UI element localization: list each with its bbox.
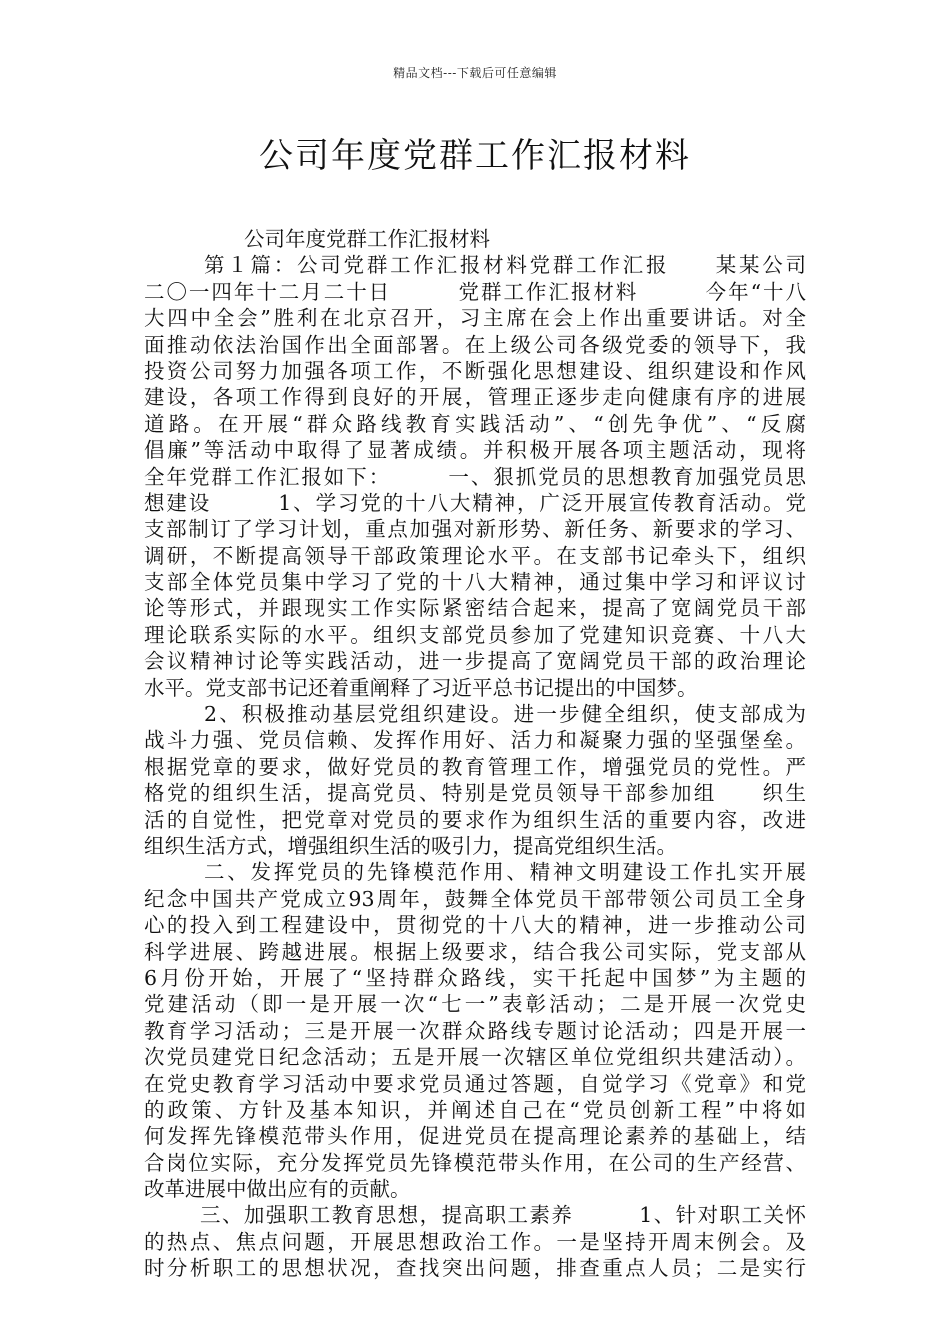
text-line: 组织生活方式，增强组织生活的吸引力，提高党组织生活。 xyxy=(144,833,677,858)
text-line: 投资公司努力加强各项工作，不断强化思想建设、组织建设和作风 xyxy=(144,358,806,383)
text-line: 的政策、方针及基本知识，并阐述自己在“党员创新工程”中将如 xyxy=(144,1097,806,1122)
text-line: 全年党群工作汇报如下： 一、狠抓党员的思想教育加强党员思 xyxy=(144,464,806,489)
text-line: 支部全体党员集中学习了党的十八大精神，通过集中学习和评议讨 xyxy=(144,570,806,595)
text-line: 二〇一四年十二月二十日 党群工作汇报材料 今年“十八 xyxy=(144,279,806,304)
text-line: 战斗力强、党员信赖、发挥作用好、活力和凝聚力强的坚强堡垒。 xyxy=(144,728,806,753)
text-line: 根据党章的要求，做好党员的教育管理工作，增强党员的党性。严 xyxy=(144,754,806,779)
section-heading-line: 二、发挥党员的先锋模范作用、精神文明建设工作扎实开展 xyxy=(204,860,806,885)
text-line: 建设，各项工作得到良好的开展，管理正逐步走向健康有序的进展 xyxy=(144,385,806,410)
text-line: 支部制订了学习计划，重点加强对新形势、新任务、新要求的学习、 xyxy=(144,517,806,542)
text-line: 党建活动（即一是开展一次“七一”表彰活动；二是开展一次党史 xyxy=(144,992,806,1017)
text-line: 会议精神讨论等实践活动，进一步提高了宽阔党员干部的政治理论 xyxy=(144,649,806,674)
section-heading-line: 三、加强职工教育思想，提高职工素养 1、针对职工关怀 xyxy=(200,1203,806,1228)
text-line: 格党的组织生活，提高党员、特别是党员领导干部参加组 织生 xyxy=(144,781,806,806)
text-line: 的热点、焦点问题，开展思想政治工作。一是坚持开周末例会。及 xyxy=(144,1229,806,1254)
text-line: 倡廉”等活动中取得了显著成绩。并积极开展各项主题活动，现将 xyxy=(144,438,806,463)
text-line: 第１篇：公司党群工作汇报材料党群工作汇报 某某公司 xyxy=(204,253,806,278)
text-line: 调研，不断提高领导干部政策理论水平。在支部书记牵头下，组织 xyxy=(144,543,806,568)
text-line: 纪念中国共产党成立93周年，鼓舞全体党员干部带领公司员工全身 xyxy=(144,886,806,911)
text-line: 道路。在开展“群众路线教育实践活动”、“创先争优”、“反腐 xyxy=(144,411,806,436)
text-line: 理论联系实际的水平。组织支部党员参加了党建知识竞赛、十八大 xyxy=(144,622,806,647)
document-body xyxy=(144,226,806,1282)
text-line: 面推动依法治国作出全面部署。在上级公司各级党委的领导下，我 xyxy=(144,332,806,357)
text-line: 水平。党支部书记还着重阐释了习近平总书记提出的中国梦。 xyxy=(144,675,698,700)
header-note: 精品文档---下载后可任意编辑 xyxy=(393,66,557,80)
text-line: 想建设 1、学习党的十八大精神，广泛开展宣传教育活动。党 xyxy=(144,490,806,515)
text-line: 时分析职工的思想状况，查找突出问题，排查重点人员；二是实行 xyxy=(144,1256,806,1281)
text-line: 论等形式，并跟现实工作实际紧密结合起来，提高了宽阔党员干部 xyxy=(144,596,806,621)
text-line: 大四中全会”胜利在北京召开，习主席在会上作出重要讲话。对全 xyxy=(144,306,806,331)
text-line: 教育学习活动；三是开展一次群众路线专题讨论活动；四是开展一 xyxy=(144,1018,806,1043)
text-line: 活的自觉性，把党章对党员的要求作为组织生活的重要内容，改进 xyxy=(144,807,806,832)
text-line: 改革进展中做出应有的贡献。 xyxy=(144,1177,411,1202)
text-line: 6月份开始，开展了“坚持群众路线，实干托起中国梦”为主题的 xyxy=(144,965,806,990)
text-line: 2、积极推动基层党组织建设。进一步健全组织，使支部成为 xyxy=(204,702,806,727)
text-line: 心的投入到工程建设中，贯彻党的十八大的精神，进一步推动公司 xyxy=(144,913,806,938)
document-title: 公司年度党群工作汇报材料 xyxy=(259,136,691,176)
subtitle-line: 公司年度党群工作汇报材料 xyxy=(244,227,490,251)
text-line: 科学进展、跨越进展。根据上级要求，结合我公司实际，党支部从 xyxy=(144,939,806,964)
text-line: 合岗位实际，充分发挥党员先锋模范带头作用，在公司的生产经营、 xyxy=(144,1150,806,1175)
text-line: 在党史教育学习活动中要求党员通过答题，自觉学习《党章》和党 xyxy=(144,1071,806,1096)
text-line: 何发挥先锋模范带头作用，促进党员在提高理论素养的基础上，结 xyxy=(144,1124,806,1149)
text-line: 次党员建党日纪念活动；五是开展一次辖区单位党组织共建活动）。 xyxy=(144,1045,806,1070)
